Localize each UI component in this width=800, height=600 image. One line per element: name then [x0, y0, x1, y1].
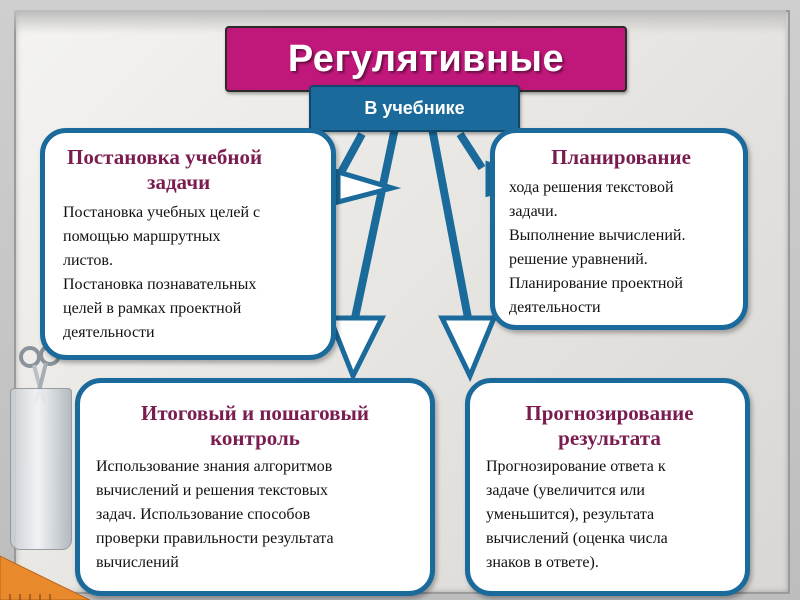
card-heading-line: Прогнозирование: [525, 401, 694, 425]
page-title: Регулятивные: [287, 37, 565, 80]
card-text-line: Планирование проектной: [509, 275, 683, 292]
card-heading: Планирование: [551, 145, 691, 169]
card-text-line: вычислений и решения текстовых: [96, 482, 329, 499]
card-forecasting: [465, 378, 750, 596]
card-text-line: Выполнение вычислений.: [509, 227, 686, 244]
card-text-line: целей в рамках проектной: [63, 300, 242, 317]
card-text-line: задаче (увеличится или: [486, 482, 645, 499]
card-text-line: хода решения текстовой: [509, 179, 674, 196]
subtitle-banner: [309, 85, 520, 132]
card-text-line: Постановка учебных целей с: [63, 204, 261, 221]
card-text-line: помощью маршрутных: [63, 228, 221, 245]
card-text-line: знаков в ответе).: [486, 554, 599, 571]
card-heading-line: Итоговый и пошаговый: [141, 401, 369, 425]
card-heading: [486, 401, 733, 451]
card-goal-setting: [40, 128, 336, 360]
card-heading-line: задачи: [147, 170, 211, 194]
card-control: [75, 378, 435, 596]
title-banner: [225, 26, 627, 92]
card-text-line: деятельности: [509, 299, 601, 316]
card-text-line: уменьшится), результата: [486, 506, 655, 523]
card-heading-line: результата: [558, 426, 661, 450]
card-text-line: Использование знания алгоритмов: [96, 458, 333, 475]
arrow-to-top-right: [460, 134, 482, 168]
card-heading: [96, 401, 414, 451]
card-text-line: решение уравнений.: [509, 251, 648, 268]
card-text-line: деятельности: [63, 324, 155, 341]
card-text-line: задачи.: [509, 203, 558, 220]
card-heading: [63, 145, 315, 195]
card-text-line: вычислений: [96, 554, 179, 571]
page-subtitle: В учебнике: [364, 98, 465, 118]
card-planning: [490, 128, 748, 330]
card-heading-line: Постановка учебной: [67, 145, 263, 169]
card-text-line: Постановка познавательных: [63, 276, 257, 293]
arrowhead-bottom-right: [442, 318, 494, 376]
card-text-line: Прогнозирование ответа к: [486, 458, 666, 475]
arrow-to-bottom-right: [432, 128, 468, 318]
card-heading-line: контроль: [210, 426, 300, 450]
arrowhead-bottom-left: [330, 318, 382, 376]
arrow-to-bottom-left: [355, 128, 395, 318]
card-text-line: проверки правильности результата: [96, 530, 334, 547]
card-text-line: вычислений (оценка числа: [486, 530, 668, 547]
card-text-line: задач. Использование способов: [96, 506, 311, 523]
card-text-line: листов.: [63, 252, 113, 269]
